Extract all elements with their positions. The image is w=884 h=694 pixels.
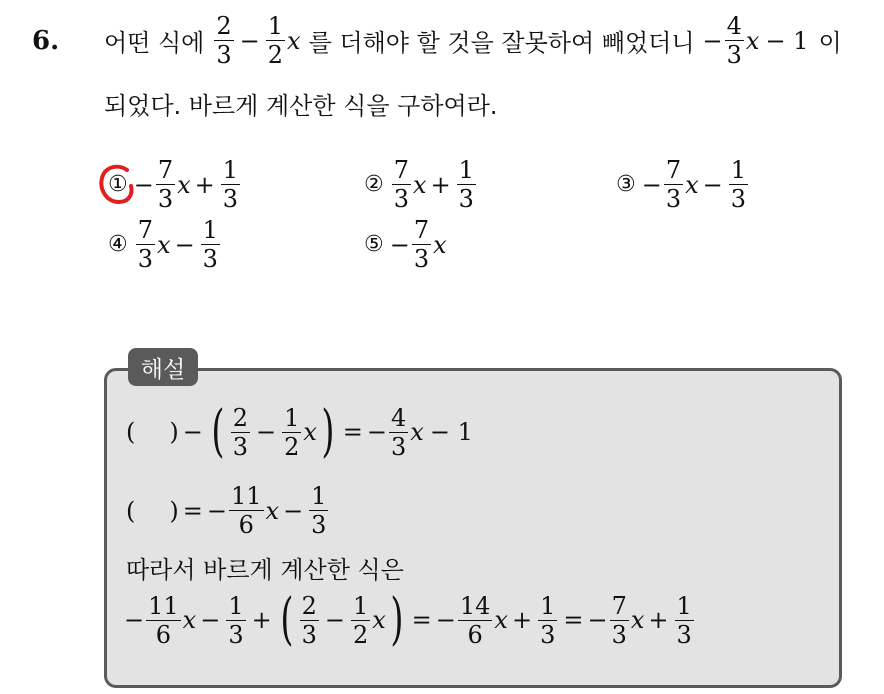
question-line-2: 되었다. 바르게 계산한 식을 구하여라. — [104, 92, 498, 120]
choice-5-mark: ⑤ — [364, 232, 384, 257]
solution-line-2: ( ) = − $\frac{11}{6}$ x − $\frac{1}{3}$ — [126, 482, 327, 539]
solution-line-1: ( ) − ( $\frac{2}{3}$ − $\frac{1}{2}$ x ) = − $\frac{4}{3}$ x − 1 — [126, 399, 473, 464]
question-expr: $\frac{2}{3}$ − $\frac{1}{2}$ x — [216, 12, 301, 69]
question-result-expr: − $\frac{4}{3}$ x − 1 — [702, 12, 809, 69]
solution-line-4: − $\frac{11}{6}$ x − $\frac{1}{3}$ + ( $\frac{2}{3}$ − $\frac{1}{2}$ x ) = − $\frac{14}{6}$ x + $\frac{1}{3}$ = − $\frac{7}{3}$ x + $\frac{1}{3}$ — [124, 587, 692, 652]
question-text-2: 를 더해야 할 것을 잘못하여 빼었더니 — [308, 29, 695, 57]
solution-line-3: 따라서 바르게 계산한 식은 — [126, 556, 404, 584]
choice-2-mark: ② — [364, 172, 384, 197]
choice-1-mark: ① — [108, 172, 128, 197]
question-number: 6. — [32, 26, 60, 56]
choice-4[interactable]: ④ $\frac{7}{3}$ x − $\frac{1}{3}$ — [108, 216, 218, 273]
choice-2[interactable]: ② $\frac{7}{3}$ x + $\frac{1}{3}$ — [364, 156, 474, 213]
choice-5[interactable]: ⑤ − $\frac{7}{3}$ x — [364, 216, 447, 273]
choice-1[interactable]: ① − $\frac{7}{3}$ x + $\frac{1}{3}$ — [108, 156, 239, 213]
question-line-1 — [104, 14, 842, 67]
solution-tag: 해설 — [128, 348, 198, 386]
frac-2-3: $\frac{2}{3}$ — [216, 12, 232, 69]
choice-3-mark: ③ — [616, 172, 636, 197]
frac-1-2: $\frac{1}{2}$ — [267, 12, 284, 69]
question-text-1: 어떤 식에 — [104, 29, 205, 57]
choice-3[interactable]: ③ − $\frac{7}{3}$ x − $\frac{1}{3}$ — [616, 156, 747, 213]
frac-4-3: $\frac{4}{3}$ — [726, 12, 742, 69]
choice-4-mark: ④ — [108, 232, 128, 257]
question-text-3: 이 — [818, 29, 842, 57]
